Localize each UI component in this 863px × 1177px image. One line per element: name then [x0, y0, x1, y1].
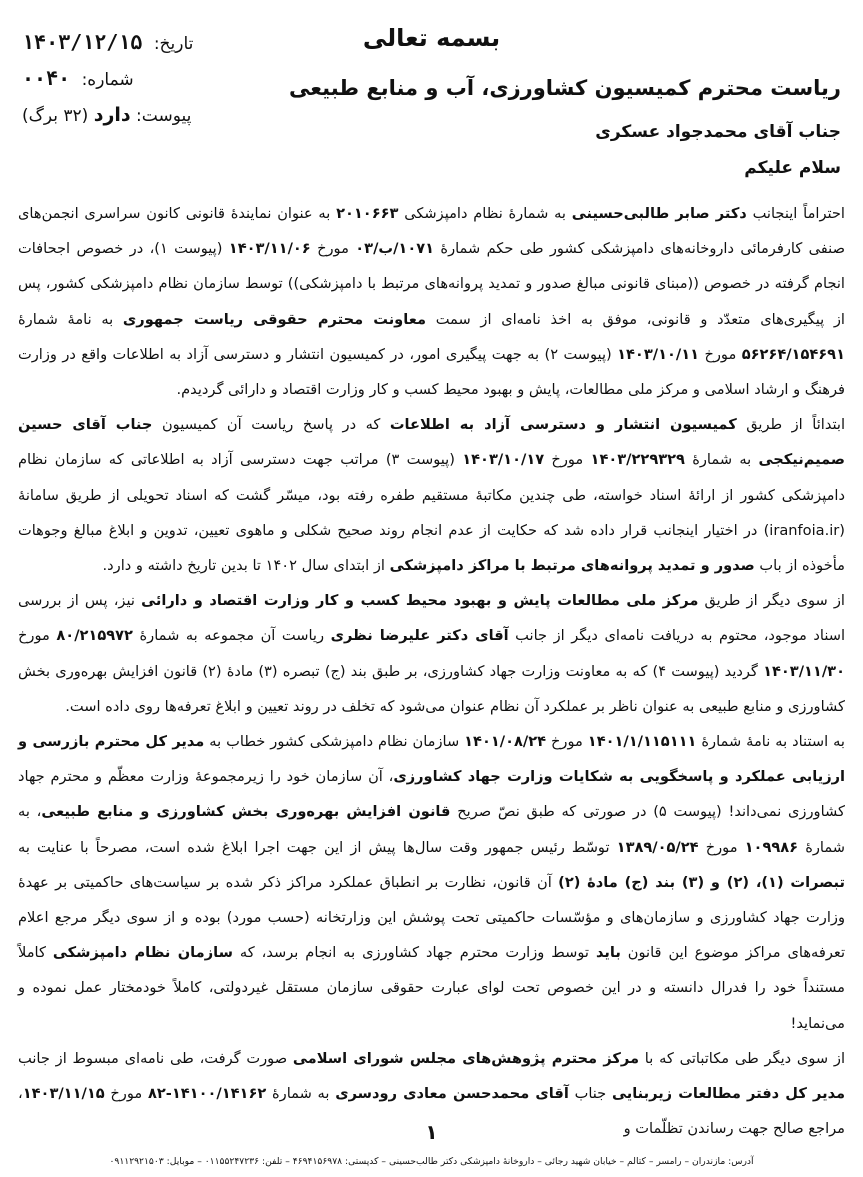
text-segment: سازمان نظام دامپزشکی کشور خطاب به [204, 733, 465, 751]
bold-text-segment: کمیسیون انتشار و دسترسی آزاد به اطلاعات [389, 416, 737, 434]
bold-text-segment: باید [595, 944, 621, 962]
text-segment: ، به شمارهٔ [18, 803, 846, 856]
text-segment: احتراماً اینجانب [746, 205, 845, 222]
bold-text-segment: مرکز ملی مطالعات پایش و بهبود محیط کسب و کار وزارت اقتصاد و دارائی [141, 592, 699, 610]
text-segment: مورخ [544, 451, 591, 469]
bold-text-segment: مدیر کل دفتر مطالعات زیربنایی [611, 1085, 846, 1103]
bold-text-segment: تبصرات (۱)، (۲) و (۳) بند (ج) مادهٔ (۲) [558, 873, 845, 891]
text-segment: مورخ [699, 345, 742, 363]
bold-text-segment: آقای محمدحسن معادی رودسری [335, 1085, 569, 1103]
date-line [22, 30, 193, 54]
bold-text-segment: ۱۰۹۹۸۶ [744, 838, 799, 856]
bold-text-segment: سازمان نظام دامپزشکی [52, 944, 233, 962]
text-segment: به استناد به نامهٔ شمارهٔ [696, 733, 845, 751]
text-segment: (پیوست ۲) به جهت پیگیری امور، در کمیسیون انتشار و دسترسی آزاد به اطلاعات واقع در وزارت فرهنگ و ارشاد اسلامی و مرکز ملی مطالعات، پایش و بهبود محیط کسب و کار وزارت اقتصاد و دارائی گردیدم. [18, 345, 845, 399]
number-label: شماره: [81, 70, 134, 90]
text-segment: توسط وزارت محترم جهاد کشاورزی به انجام برسد، که [232, 944, 596, 962]
text-segment: از سوی دیگر طی مکاتباتی که با [639, 1049, 846, 1067]
text-segment: ، مراجع صالح جهت رساندن تظلّمات و [18, 1085, 845, 1138]
bold-text-segment: ۱۰۷۱/ب/۰۳ [355, 240, 435, 258]
text-segment: به شمارهٔ نظام دامپزشکی [398, 205, 572, 222]
text-segment: مورخ [310, 240, 356, 258]
text-segment: جناب [568, 1085, 612, 1103]
text-segment: به شمارهٔ [266, 1085, 336, 1103]
text-segment: از ابتدای سال ۱۴۰۲ تا بدین تاریخ داشته و دارد. [102, 557, 390, 575]
bold-text-segment: ۸۰/۲۱۵۹۷۲ [56, 627, 133, 645]
text-segment: آن قانون، نظارت بر انطباق عملکرد مراکز ذکر شده بر سیاست‌های حاکمیتی بر عهدهٔ وزارت جهاد کشاورزی و سازمان‌های و مؤسّسات حاکمیتی تحت پوشش این وزارتخانه (حسب مورد) بوده و از سوی دیگر مرجع اعلام تعرفه‌های مراکز موضوع این قانون [18, 873, 846, 962]
bold-text-segment: ۱۴۰۳/۲۲۹۳۲۹ [590, 451, 685, 469]
bold-text-segment: مرکز محترم پژوهش‌های مجلس شورای اسلامی [292, 1049, 640, 1067]
text-segment: مورخ [18, 627, 57, 645]
bold-text-segment: ۱۴۱۰۰/۱۴۱۶۲-۸۲ [147, 1085, 267, 1103]
footer-address: آدرس: مازندران – رامسر – کتالم – خیابان شهید رجائی – داروخانهٔ دامپزشکی دکتر طالب‌حسینی – کدپستی: ۴۶۹۴۱۵۶۹۷۸ – تلفن: ۰۱۱۵۵۲۴۷۲۳۶ – موبایل: ۰۹۱۱۲۹۲۱۵۰۳ [109, 1156, 754, 1167]
bold-text-segment: جناب آقای حسین صمیم‌نیکجی [18, 416, 846, 469]
text-segment: کاملاً مستنداً خود را فدرال دانسته و در این خصوص تحت لوای عبارت حقوقی سازمان مستقل غیردولتی، کاملاً خودمختار عمل نموده و می‌نماید! [18, 944, 845, 1032]
bold-text-segment: ۱۴۰۳/۱۰/۱۷ [462, 451, 545, 469]
text-segment: که در پاسخ ریاست آن کمیسیون [152, 416, 390, 434]
text-segment: صورت گرفت، طی نامه‌ای مبسوط از جانب [18, 1049, 293, 1067]
text-segment: به شمارهٔ [684, 451, 759, 469]
text-segment: مورخ [546, 733, 588, 751]
bold-text-segment: ۱۴۰۱/۰۸/۲۴ [464, 733, 547, 751]
letter-heading: بسمه تعالی [362, 24, 501, 52]
text-segment: (پیوست ۳) مراتب جهت دسترسی آزاد به اطلاعاتی که سازمان نظام دامپزشکی کشور از ارائهٔ اسناد خواسته، طی چندین مکاتبهٔ مستقیم طفره رفته بود، میسّر گشت که اسناد تحویلی از طریق سامانهٔ (iranfoia.ir) در اختیار اینجانب قرار داده شد که حکایت از عدم انجام روند صحیح شکلی و ماهوی تعیین، تدوین و ابلاغ مبالغ وجوهات مأخوذه از باب [18, 451, 845, 575]
bold-text-segment: مدیر کل محترم بازرسی و ارزیابی عملکرد و پاسخگویی به شکایات وزارت جهاد کشاورزی [18, 733, 846, 786]
bold-text-segment: ۱۴۰۱/۱/۱۱۵۱۱۱ [587, 733, 697, 751]
text-segment: ابتدائاً از طریق [736, 416, 846, 434]
attachment-count: (۳۲ برگ) [22, 106, 89, 126]
recipient-name: جناب آقای محمدجواد عسکری [595, 122, 841, 142]
bold-text-segment: ۱۳۸۹/۰۵/۲۴ [616, 838, 699, 856]
text-segment: به نامهٔ شمارهٔ [18, 310, 123, 328]
body-paragraph [18, 583, 845, 724]
text-segment: ، آن سازمان خود را زیرمجموعهٔ وزارت معظّم و محترم جهاد کشاورزی نمی‌داند! (پیوست ۵) در صورتی که طبق نصّ صریح [18, 768, 845, 821]
text-segment: به عنوان نمایندهٔ قانونی کانون سراسری انجمن‌های صنفی کارفرمائی داروخانه‌های دامپزشکی کشور طی حکم شمارهٔ [18, 205, 845, 258]
attachment-label: پیوست: [136, 106, 192, 126]
bold-text-segment: قانون افزایش بهره‌وری بخش کشاورزی و منابع طبیعی [41, 803, 451, 821]
bold-text-segment: ۱۴۰۳/۱۰/۱۱ [617, 345, 700, 363]
bold-text-segment: صدور و تمدید پروانه‌های مرتبط با مراکز دامپزشکی [389, 557, 755, 575]
date-value: ۱۴۰۳/۱۲/۱۵ [22, 30, 143, 54]
body-paragraph [18, 407, 845, 583]
greeting: سلام علیکم [744, 158, 841, 178]
bold-text-segment: ۱۴۰۳/۱۱/۳۰ [763, 662, 845, 680]
body-paragraph [18, 724, 845, 1041]
text-segment: نیز، پس از بررسی اسناد موجود، محتوم به دریافت نامه‌ای دیگر از جانب [18, 592, 846, 645]
attachment-value: دارد [93, 104, 131, 126]
text-segment: ریاست آن مجموعه به شمارهٔ [132, 627, 331, 645]
recipient-title: ریاست محترم کمیسیون کشاورزی، آب و منابع طبیعی [289, 76, 841, 100]
text-segment: مورخ [698, 838, 745, 856]
date-label: تاریخ: [153, 34, 194, 54]
text-segment: از سوی دیگر از طریق [698, 592, 845, 610]
bold-text-segment: ۱۴۰۳/۱۱/۱۵ [22, 1085, 105, 1103]
page-number: ۱ [425, 1120, 438, 1144]
letter-body [18, 196, 845, 1146]
bold-text-segment: ۲۰۱۰۶۶۳ [336, 205, 399, 222]
text-segment: مورخ [104, 1085, 148, 1103]
text-segment: گردید (پیوست ۴) که به معاونت وزارت جهاد کشاورزی، بر طبق بند (ج) تبصره (۳) مادهٔ (۲) قانون افزایش بهره‌وری بخش کشاورزی و منابع طبیعی به عنوان ناظر بر عملکرد آن نظام عنوان می‌شود که تخلف در روند تعیین و ابلاغ تعرفه‌ها روی داده است. [18, 662, 845, 715]
bold-text-segment: معاونت محترم حقوقی ریاست جمهوری [122, 310, 427, 328]
bold-text-segment: آقای دکتر علیرضا نظری [330, 627, 509, 645]
text-segment: توسّط رئیس جمهور وقت سال‌ها پیش از این جهت اجرا ابلاغ شده است، مصرحاً با عنایت به [18, 838, 617, 856]
bold-text-segment: دکتر صابر طالبی‌حسینی [571, 205, 747, 222]
number-value: ۰۰۴۰ [22, 66, 71, 90]
bold-text-segment: ۱۴۰۳/۱۱/۰۶ [228, 240, 311, 258]
bold-text-segment: ۵۶۲۶۴/۱۵۴۶۹۱ [741, 345, 845, 363]
text-segment: (پیوست ۱)، در خصوص اجحافات انجام گرفته در خصوص ((مبنای قانونی مبالغ صدور و تمدید پروانه‌های مرتبط با دامپزشکی)) توسط سازمان نظام دامپزشکی کشور، پس از پیگیری‌های متعدّد و قانونی، موفق به اخذ نامه‌ای از سمت [18, 240, 845, 328]
body-paragraph [18, 196, 845, 407]
